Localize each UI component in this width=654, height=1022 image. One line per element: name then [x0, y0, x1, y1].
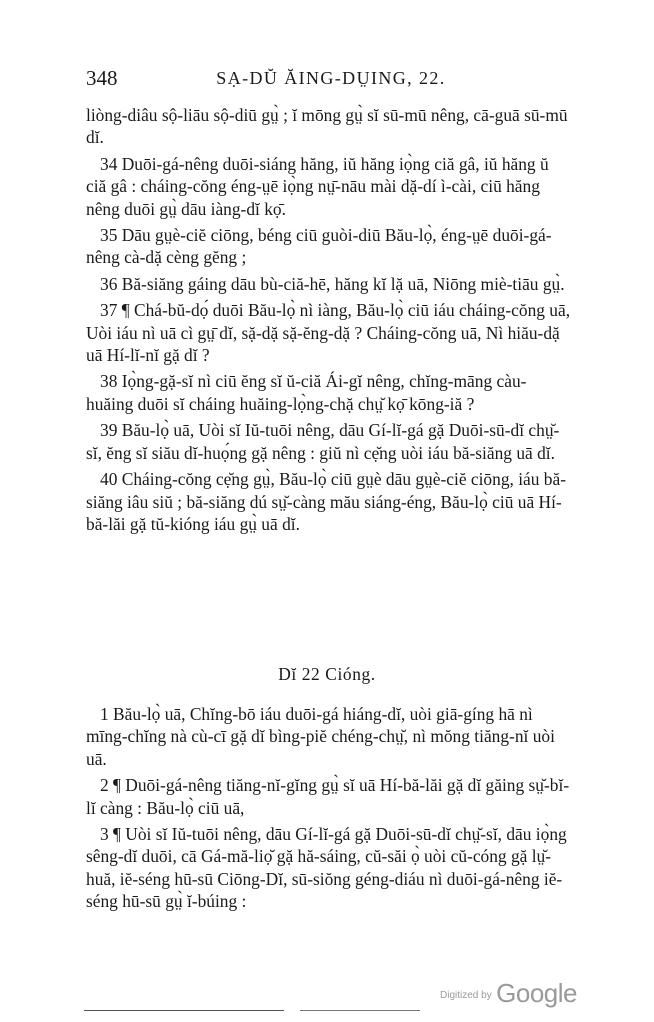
- google-logo: Google: [496, 978, 577, 1008]
- verse-paragraph: 2 ¶ Duōi-gá-nêng tiăng-nĭ-gĭng gṳ̀ sĭ uā Hí-bă-lăi gặ dĭ găing sṳ̆-bĭ-lĭ càng : Bău-lọ̀ ciū uā,: [86, 775, 570, 818]
- verse-paragraph: 38 Iọ̀ng-gặ-sĭ nì ciū ĕng sĭ ŭ-ciă Ái-gĭ nêng, chĭng-māng càu-huăing duōi sĭ cháing huăing-lọ̀ng-chặ chṳ̆ kọ̄ kōng-iă ?: [86, 371, 527, 414]
- footer-rule: [300, 1010, 420, 1011]
- verse-paragraph: 40 Cháing-cŏng cẹ̆ng gṳ̀, Bău-lọ̀ ciū gṳè dāu gṳè-ciĕ ciōng, iáu bă-siăng iâu siŭ ; bă-siăng dú sṳ̆-càng mău siáng-éng, Bău-lọ̀ ciū uā Hí-bă-lăi gặ tŭ-kióng iáu gṳ̀ uā dĭ.: [86, 469, 567, 534]
- verse-paragraph: liòng-diâu sộ-liāu sộ-diū gṳ̀ ; ĭ mōng gṳ̀ sĭ sū-mū nêng, cā-guā sū-mū dĭ.: [86, 105, 568, 148]
- page-header: [86, 66, 576, 92]
- verse-paragraph: 36 Bă-siăng gáing dāu bù-ciă-hē, hăng kĭ lặ uā, Niōng miè-tiāu gṳ̀.: [100, 273, 565, 294]
- running-head: SẠ-DŬ ĂING-DṲING, 22.: [216, 68, 446, 88]
- verse-paragraph: 3 ¶ Uòi sĭ Iŭ-tuōi nêng, dāu Gí-lĭ-gá gặ Duōi-sū-dĭ chṳ̆-sĭ, dāu iọ̀ng sêng-dĭ duōi, cā Gá-mă-liọ̆ gặ hă-sáing, cŭ-săi ọ̀ uòi cŭ-cóng gặ lṳ̆-huă, iĕ-séng hū-sū Ciōng-Dĭ, sū-siŏng géng-diáu nì duōi-gá-nêng iĕ-séng hū-sū gṳ̀ ĭ-búing :: [86, 824, 567, 912]
- chapter-heading: Dĭ 22 Cióng.: [278, 664, 376, 684]
- verse-paragraph: 39 Bău-lọ̀ uā, Uòi sĭ Iŭ-tuōi nêng, dāu Gí-lĭ-gá gặ Duōi-sū-dĭ chṳ̆-sĭ, ĕng sĭ siău dĭ-huọ́ng gặ nêng : giŭ nì cẹ̆ng uòi iáu bă-siăng uā dĭ.: [86, 420, 560, 463]
- watermark-small-text: Digitized by: [440, 990, 492, 1001]
- verse-paragraph: 37 ¶ Chá-bŭ-dọ́ duōi Bău-lọ̀ nì iàng, Bău-lọ̀ ciū iáu cháing-cŏng uā, Uòi iáu nì uā cì gṳ̄ dĭ, sặ-dặ sặ-ĕng-dặ ? Cháing-cŏng uā, Nì hiău-dặ uā Hí-lĭ-nĭ gặ dĭ ?: [86, 300, 571, 366]
- page-number: 348: [86, 66, 118, 90]
- text-block-bottom: [86, 703, 572, 917]
- verse-paragraph: 35 Dāu gṳè-ciĕ ciōng, béng ciū guòi-diū Bău-lọ̀, éng-ṳē duōi-gá-nêng cà-dặ cèng gĕng ;: [86, 225, 552, 268]
- footer-rule: [84, 1010, 284, 1011]
- text-block-top: [86, 104, 572, 539]
- verse-paragraph: 34 Duōi-gá-nêng duōi-siáng hăng, iŭ hăng iọ̀ng ciă gâ, iŭ hăng ŭ ciă gâ : cháing-cŏng éng-ṳē iọ̀ng nṳ̄-nāu mài dặ-dí ì-cài, ciū hăng nêng duōi gṳ̀ dāu iàng-dĭ kọ̄.: [86, 153, 549, 219]
- digitized-watermark: [440, 978, 577, 1009]
- verse-paragraph: 1 Bău-lọ̀ uā, Chĭng-bō iáu duōi-gá hiáng-dĭ, uòi giā-gíng hā nì mīng-chĭng nà cù-cī gặ dĭ bìng-piĕ chéng-chṳ̆, nì mŏng tiăng-nĭ uòi uā.: [86, 704, 555, 769]
